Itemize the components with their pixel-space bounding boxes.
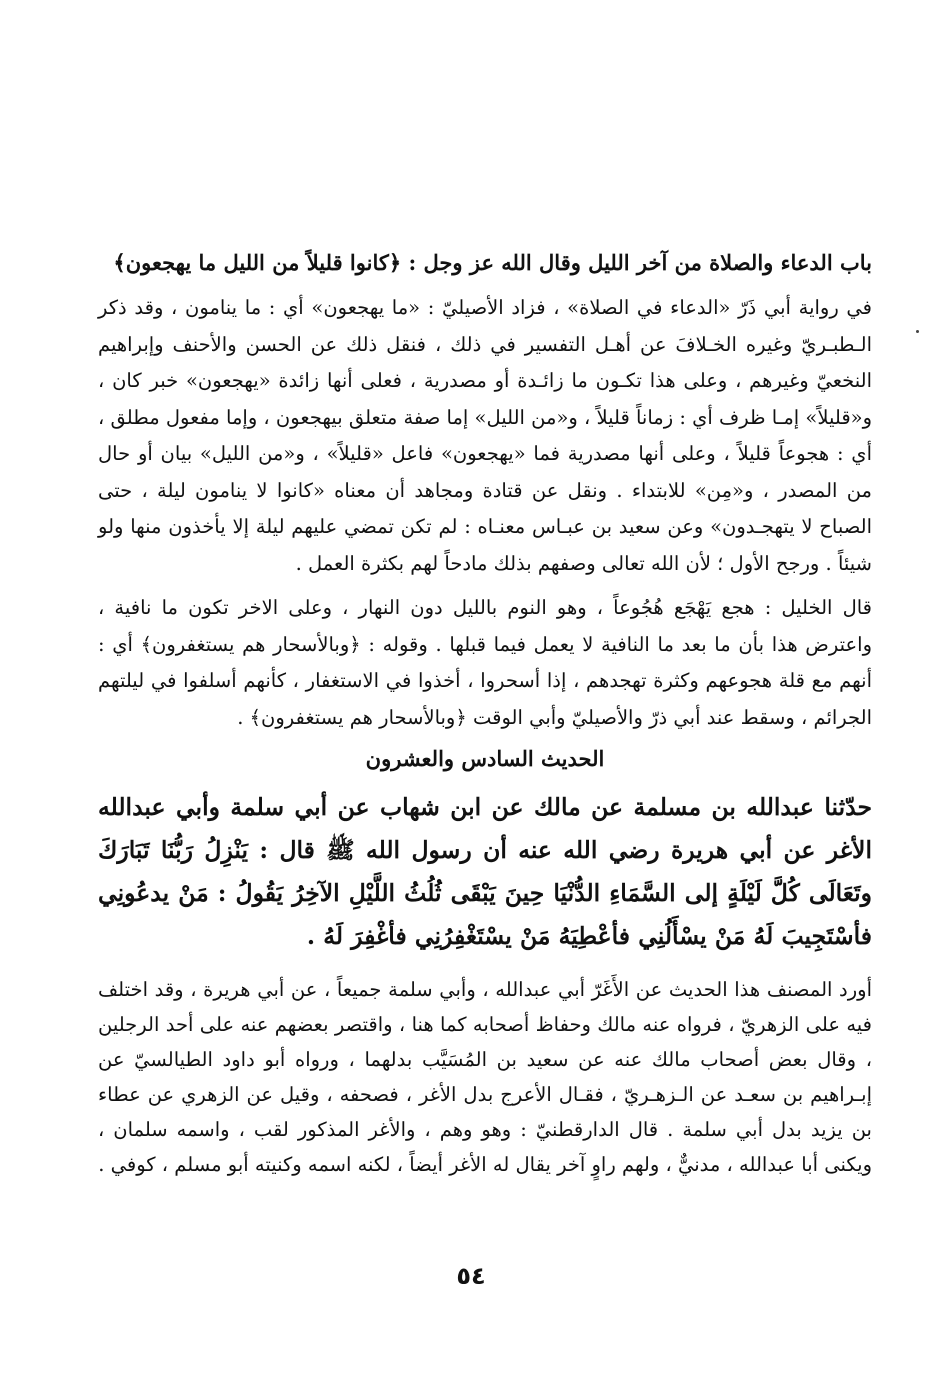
scan-speck xyxy=(916,330,919,333)
commentary-paragraph: أورد المصنف هذا الحديث عن الأَغَرّ أبي عبدالله ، وأبي سلمة جميعاً ، عن أبي هريرة ، وقد اختلف فيه على الزهريّ ، فرواه عنه مالك وحفاظ أصحابه كما هنا ، واقتصر بعضهم عنه على أحد الرجلين ، وقال بعض أصحاب مالك عنه عن سعيد بن المُسَيَّب بدلهما ، ورواه أبو داود الطيالسيّ عن إبـراهيم بن سعـد عن الـزهـريّ ، فقـال الأعرج بدل الأغر ، فصحفه ، وقيل عن الزهري عن عطاء بن يزيد بدل أبي سلمة . قال الدارقطنيّ : وهو وهم ، والأغر المذكور لقب ، واسمه سلمان ، ويكنى أبا عبدالله ، مدنيٌّ ، ولهم راوٍ آخر يقال له الأغر أيضاً ، لكنه اسمه وكنيته أبو مسلم ، كوفي . xyxy=(98,978,872,1176)
paragraph-2: قال الخليل : هجع يَهْجَع هُجُوعاً ، وهو النوم بالليل دون النهار ، وعلى الاخر تكون ما نافية ، واعترض هذا بأن ما بعد ما النافية لا يعمل فيما قبلها . وقوله : ﴿وبالأسحار هم يستغفرون﴾ أي : أنهم مع قلة هجوعهم وكثرة تهجدهم ، إذا أسحروا ، أخذوا في الاستغفار ، كأنهم أسلفوا في ليلتهم الجرائم ، وسقط عند أبي ذرّ والأصيليّ وأبي الوقت ﴿وبالأسحار هم يستغفرون﴾ . xyxy=(98,596,872,729)
hadith-text: حدّثنا عبدالله بن مسلمة عن مالك عن ابن شهاب عن أبي سلمة وأبي عبدالله الأغر عن أبي هريرة رضي الله عنه أن رسول الله ﷺ قال : يَنْزِلُ رَبُّنَا تَبَارَكَ وتَعَالَى كُلَّ لَيْلَةٍ إلى السَّمَاءِ الدُّنْيَا حِينَ يَبْقَى ثُلُثُ اللَّيْلِ الآخِرُ يَقُولُ : مَنْ يدعُونِي فأسْتَجِيبَ لَهُ مَنْ يسْأَلُنِي فأعْطِيَهُ مَنْ يسْتَغْفِرُنِي فأغْفِرَ لَهُ . xyxy=(98,793,872,950)
paragraph-1: في رواية أبي ذَرّ «الدعاء في الصلاة» ، فزاد الأصيليّ : «ما يهجعون» أي : ما ينامون ، وقد ذكر الـطبـريّ وغيره الخـلافَ عن أهـل التفسير في ذلك ، فنقل ذلك عن الحسن والأحنف وإبراهيم النخعيّ وغيرهم ، وعلى هذا تكـون ما زائـدة أو مصدرية ، فعلى أنها زائدة «يهجعون» خبر كان ، و«قليلاً» إمـا ظرف أي : زماناً قليلاً ، و«من الليل» إما صفة متعلق بيهجعون ، وإما مفعول مطلق ، أي : هجوعاً قليلاً ، وعلى أنها مصدرية فما «يهجعون» فاعل «قليلاً» ، و«من الليل» بيان أو حال من المصدر ، و«مِن» للابتداء . ونقل عن قتادة ومجاهد أن معناه «كانوا لا ينامون ليلة ، حتى الصباح لا يتهجـدون» وعن سعيد بن عبـاس معنـاه : لم تكن تمضي عليهم ليلة إلا يأخذون منها ولو شيئاً . ورجح الأول ؛ لأن الله تعالى وصفهم بذلك مادحاً لهم بكثرة العمل . xyxy=(98,296,872,575)
page-number: ٥٤ xyxy=(456,1262,486,1290)
chapter-heading: باب الدعاء والصلاة من آخر الليل وقال الله عز وجل : ﴿كانوا قليلاً من الليل ما يهجعون﴾ xyxy=(113,250,872,275)
section-heading: الحديث السادس والعشرون xyxy=(365,746,605,771)
page-body xyxy=(98,240,872,1182)
